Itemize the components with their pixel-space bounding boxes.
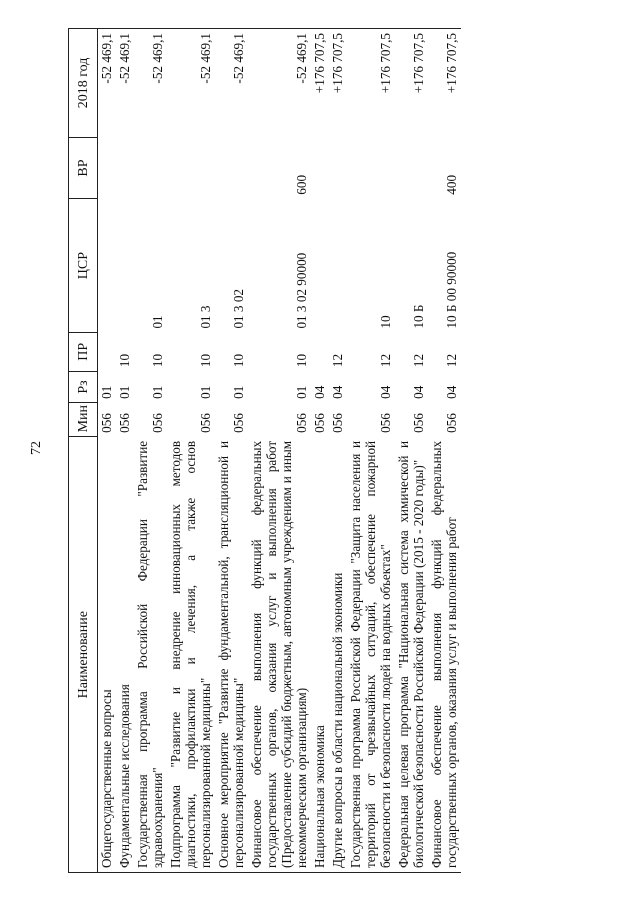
table-row bbox=[98, 29, 117, 873]
row-min: 056 bbox=[99, 413, 114, 433]
header-rz: Рз bbox=[69, 371, 98, 403]
row-min: 056 bbox=[330, 413, 345, 433]
row-pr: 10 bbox=[150, 353, 165, 368]
row-name: Подпрограмма "Развитие и внедрение инновационных методов диагностики, профилактики и лечения, а также основ персонализированной медицины" bbox=[167, 437, 215, 873]
row-name: Финансовое обеспечение выполнения функций федеральных государственных органов, оказания услуг и выполнения работ bbox=[428, 437, 461, 873]
row-csr bbox=[329, 199, 347, 333]
row-name: Финансовое обеспечение выполнения функций федеральных государственных органов, оказания услуг и выполнения работ (Предоставление субсидий бюджетным, автономным учреждениям и иным некоммерческим организациям) bbox=[248, 437, 311, 873]
row-pr bbox=[98, 333, 117, 372]
row-min: 056 bbox=[198, 413, 213, 433]
row-rz: 04 bbox=[312, 385, 327, 399]
row-rz: 04 bbox=[411, 385, 426, 399]
row-min: 056 bbox=[294, 413, 309, 433]
row-min: 056 bbox=[150, 413, 165, 433]
row-csr: 01 3 bbox=[198, 305, 213, 329]
row-amount: +176 707,5 bbox=[311, 29, 329, 138]
row-pr: 10 bbox=[231, 353, 246, 368]
row-vr bbox=[347, 137, 395, 198]
row-vr bbox=[311, 137, 329, 198]
row-vr bbox=[116, 137, 134, 198]
row-name: Основное мероприятие "Развитие фундаментальной, трансляционной и персонализированной медицины" bbox=[215, 437, 248, 873]
row-csr: 01 bbox=[150, 315, 165, 329]
row-csr: 10 bbox=[378, 315, 393, 329]
row-csr: 01 3 02 bbox=[231, 288, 246, 329]
row-csr bbox=[116, 199, 134, 333]
table-row bbox=[311, 29, 329, 873]
row-name: Общегосударственные вопросы bbox=[98, 437, 117, 873]
row-pr: 10 bbox=[117, 353, 132, 368]
row-min: 056 bbox=[411, 413, 426, 433]
row-csr: 01 3 02 90000 bbox=[294, 252, 309, 329]
row-name: Другие вопросы в области национальной экономики bbox=[329, 437, 347, 873]
row-min: 056 bbox=[378, 413, 393, 433]
table-row bbox=[116, 29, 134, 873]
table-row bbox=[347, 29, 395, 873]
table-row bbox=[329, 29, 347, 873]
row-min: 056 bbox=[117, 413, 132, 433]
page-number: 72 bbox=[29, 441, 44, 455]
table-row bbox=[167, 29, 215, 873]
row-csr bbox=[311, 199, 329, 333]
header-vr: ВР bbox=[69, 137, 98, 198]
row-vr bbox=[98, 137, 117, 198]
row-pr: 12 bbox=[378, 353, 393, 368]
row-pr: 12 bbox=[411, 353, 426, 368]
budget-table bbox=[68, 28, 461, 873]
row-rz: 01 bbox=[198, 385, 213, 399]
row-pr: 10 bbox=[198, 353, 213, 368]
row-min: 056 bbox=[444, 413, 459, 433]
row-vr bbox=[215, 137, 248, 198]
row-amount: -52 469,1 bbox=[248, 29, 311, 138]
row-rz: 01 bbox=[99, 385, 114, 399]
row-vr bbox=[329, 137, 347, 198]
header-year: 2018 год bbox=[69, 29, 98, 138]
row-pr: 10 bbox=[294, 353, 309, 368]
row-amount: -52 469,1 bbox=[134, 29, 167, 138]
row-amount: +176 707,5 bbox=[395, 29, 428, 138]
row-min: 056 bbox=[312, 413, 327, 433]
row-vr bbox=[134, 137, 167, 198]
row-amount: -52 469,1 bbox=[167, 29, 215, 138]
row-amount: -52 469,1 bbox=[215, 29, 248, 138]
row-vr: 400 bbox=[444, 174, 459, 195]
row-rz: 01 bbox=[117, 385, 132, 399]
row-amount: -52 469,1 bbox=[98, 29, 117, 138]
row-rz: 01 bbox=[150, 385, 165, 399]
table-row bbox=[215, 29, 248, 873]
header-csr: ЦСР bbox=[69, 199, 98, 333]
row-amount: +176 707,5 bbox=[428, 29, 461, 138]
row-vr bbox=[395, 137, 428, 198]
row-csr: 10 Б bbox=[411, 304, 426, 329]
header-pr: ПР bbox=[69, 333, 98, 372]
row-rz: 04 bbox=[330, 385, 345, 399]
row-amount: -52 469,1 bbox=[116, 29, 134, 138]
row-rz: 01 bbox=[294, 385, 309, 399]
row-pr: 12 bbox=[330, 353, 345, 368]
row-name: Фундаментальные исследования bbox=[116, 437, 134, 873]
row-amount: +176 707,5 bbox=[329, 29, 347, 138]
rotated-table-container bbox=[68, 28, 608, 873]
row-pr bbox=[311, 333, 329, 372]
row-name: Государственная программа Российской Федерации "Защита населения и территорий от чрезвычайных ситуаций, обеспечение пожарной безопасности и безопасности людей на водных объектах" bbox=[347, 437, 395, 873]
row-rz: 04 bbox=[444, 385, 459, 399]
table-row bbox=[248, 29, 311, 873]
row-vr bbox=[167, 137, 215, 198]
row-vr: 600 bbox=[294, 174, 309, 195]
row-name: Государственная программа Российской Федерации "Развитие здравоохранения" bbox=[134, 437, 167, 873]
table-header bbox=[69, 29, 98, 873]
table-row bbox=[395, 29, 428, 873]
table-row bbox=[134, 29, 167, 873]
row-name: Федеральная целевая программа "Национальная система химической и биологической безопасности Российской Федерации (2015 - 2020 годы)" bbox=[395, 437, 428, 873]
row-amount: +176 707,5 bbox=[347, 29, 395, 138]
table-body bbox=[98, 29, 462, 873]
row-rz: 04 bbox=[378, 385, 393, 399]
header-name: Наименование bbox=[69, 437, 98, 873]
row-rz: 01 bbox=[231, 385, 246, 399]
row-name: Национальная экономика bbox=[311, 437, 329, 873]
row-pr: 12 bbox=[444, 353, 459, 368]
row-csr: 10 Б 00 90000 bbox=[444, 251, 459, 329]
header-min: Мин bbox=[69, 403, 98, 437]
row-csr bbox=[98, 199, 117, 333]
row-min: 056 bbox=[231, 413, 246, 433]
table-row bbox=[428, 29, 461, 873]
